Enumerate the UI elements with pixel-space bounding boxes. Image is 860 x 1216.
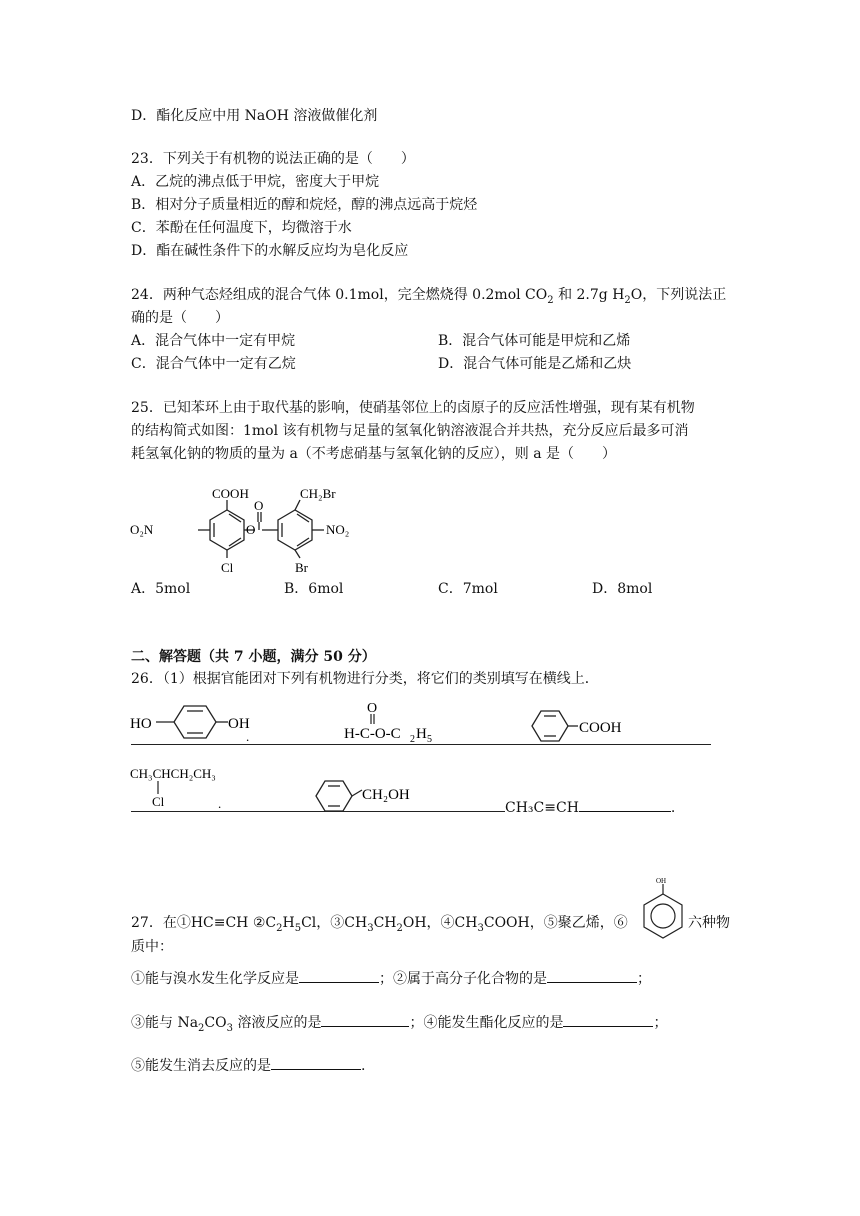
q25-stem-line2: 的结构简式如图：1mol 该有机物与足量的氢氧化钠溶液混合并共热，充分反应后最多可消 [131,423,689,439]
q27-part3-4: ③能与 $Na_2CO_3$ 溶液反应的是 ；④能发生酯化反应的是 ； [131,1012,667,1038]
struct-carbonyl-o: O [254,498,264,513]
mol4-top: CH₃CHCH₂CH₃ [130,766,216,781]
q26-hydroquinone-figure [128,702,258,742]
mol2-formula: H-C-O-C [344,726,401,742]
mol2-h: H [416,726,427,742]
q26-benzyl-alcohol-figure [312,778,422,814]
q27-blank-1[interactable] [299,968,379,983]
mol3-cooh: COOH [579,720,622,736]
q25-option-c: C．7mol [438,581,498,597]
q25-stem-line3: 耗氢氧化钠的物质的量为 a（不考虑硝基与氢氧化钠的反应），则 a 是（ ） [131,446,617,462]
mol2-sub5: 5 [427,734,432,744]
mol4-dot: . [218,796,222,810]
mol5-ch2oh: CH₂OH [362,787,410,803]
q26-benzoic-acid-figure [528,708,628,744]
mol1-oh: OH [228,716,250,732]
q26-chlorobutane-figure [128,762,238,810]
q27-phenol-figure [640,876,686,944]
mol2-o: O [367,701,378,716]
q25-structure-figure [128,482,368,578]
mol2-sub2: 2 [410,734,415,744]
q27-blank-4[interactable] [563,1012,653,1027]
q26-ethyl-formate-figure [340,700,450,744]
q24-option-b: B．混合气体可能是甲烷和乙烯 [438,333,631,349]
q25-option-b: B．6mol [284,581,344,597]
q25-option-d: D．8mol [592,581,653,597]
q22-option-d: D．酯化反应中用 NaOH 溶液做催化剂 [131,108,378,124]
q23-option-c: C．苯酚在任何温度下，均微溶于水 [131,220,352,236]
q23-option-b: B．相对分子质量相近的醇和烷烃，醇的沸点远高于烷烃 [131,197,478,213]
q27-stem-end: 六种物 [688,915,730,931]
q27-part5: ⑤能发生消去反应的是 . [131,1055,365,1075]
q23-stem: 23．下列关于有机物的说法正确的是（ ） [131,151,415,167]
q27-stem: 27．在①HC≡CH $②C_2H_5Cl$，$③CH_3CH_2OH$，$④CH_3COOH$，⑤聚乙烯，⑥ [131,915,628,934]
struct-no2-right: NO₂ [326,522,350,537]
q27-part1-2: ①能与溴水发生化学反应是 ；②属于高分子化合物的是 ； [131,968,651,988]
struct-ester-o: O [246,522,256,537]
q24-option-a: A．混合气体中一定有甲烷 [131,333,296,349]
mol1-dot: . [246,729,250,742]
q26-answer-line-1[interactable] [131,744,711,745]
q23-option-d: D．酯在碱性条件下的水解反应均为皂化反应 [131,243,409,259]
q27-stem-line2: 质中： [131,939,173,955]
q26-answer-line-2[interactable] [131,811,505,812]
q26-stem: 26．（1）根据官能团对下列有机物进行分类，将它们的类别填写在横线上． [131,671,599,687]
q24-stem-line2: 确的是（ ） [131,310,229,326]
struct-cooh: COOH [212,486,249,501]
mol1-ho: HO [130,716,152,732]
q26-answer-blank-propyne[interactable] [579,797,671,812]
phenol-oh: OH [656,877,667,885]
q23-option-a: A．乙烷的沸点低于甲烷，密度大于甲烷 [131,174,380,190]
q25-stem-line1: 25．已知苯环上由于取代基的影响，使硝基邻位上的卤原子的反应活性增强，现有某有机物 [131,400,695,416]
struct-ch2br: CH₂Br [300,486,336,501]
struct-br: Br [295,560,308,575]
q27-blank-5[interactable] [271,1055,361,1070]
struct-no2-left: O₂N [130,522,154,537]
q24-option-c: C．混合气体中一定有乙烷 [131,356,296,372]
q24-option-d: D．混合气体可能是乙烯和乙炔 [438,356,632,372]
q27-blank-2[interactable] [547,968,637,983]
q25-option-a: A．5mol [131,581,191,597]
section-heading: 二、解答题（共 7 小题，满分 50 分） [131,649,376,665]
struct-cl: Cl [221,560,234,575]
q24-stem-line1: 24．两种气态烃组成的混合气体 0.1mol，完全燃烧得 0.2mol $CO_2$ 和 2.7g $H_2O$，下列说法正 [131,287,727,306]
q27-blank-3[interactable] [321,1012,409,1027]
mol4-cl: Cl [152,794,165,809]
q26-propyne: CH₃C≡CH . [505,797,675,817]
